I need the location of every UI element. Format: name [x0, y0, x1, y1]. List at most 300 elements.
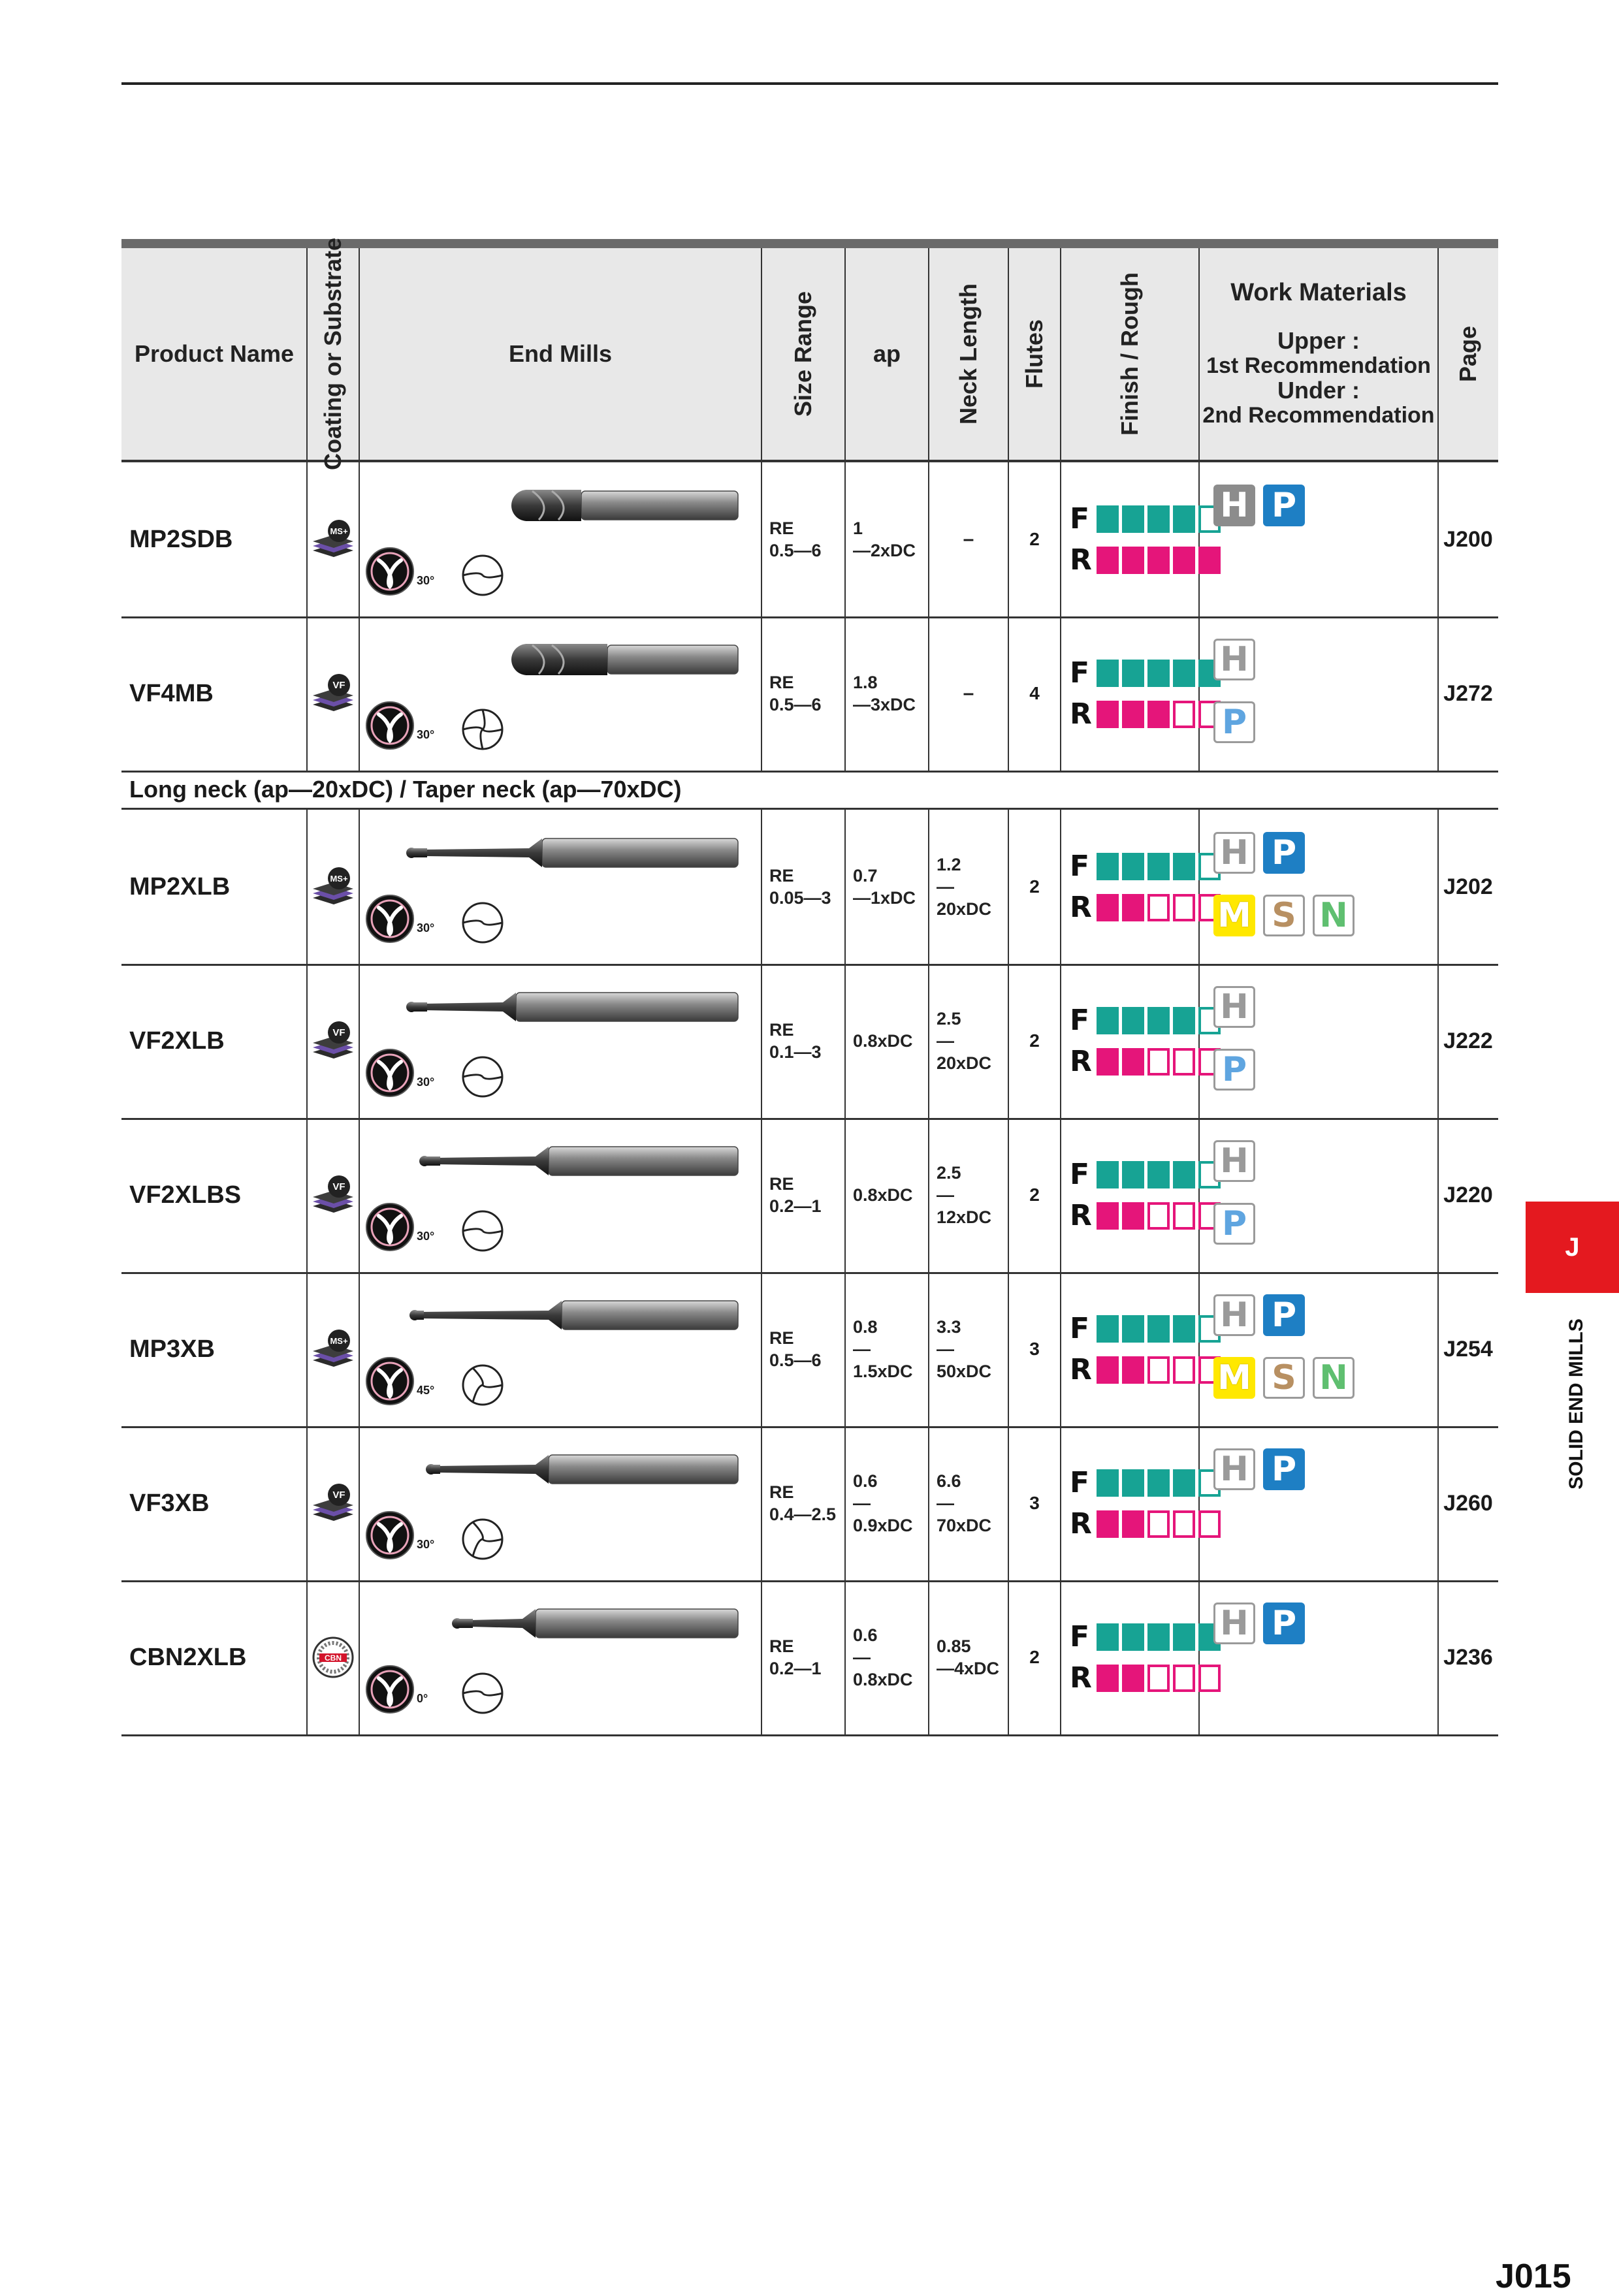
header-flutes-label: Flutes [1021, 319, 1048, 389]
work-materials-cell [1199, 1426, 1438, 1580]
table-row [121, 810, 1498, 966]
header-column-divider [1008, 248, 1009, 460]
helix-angle-value: 30° [417, 1076, 435, 1089]
rating-block [1097, 894, 1119, 921]
size-range-type: RE [769, 1482, 794, 1502]
size-range-value: 0.2—1 [769, 1196, 822, 1216]
material-p-icon: P [1263, 832, 1305, 874]
ap-value [853, 462, 929, 616]
flute-cross-section [457, 1514, 508, 1568]
work-materials-upper [1213, 1448, 1305, 1490]
rating-block [1147, 853, 1170, 880]
rating-block [1097, 701, 1119, 728]
work-materials-lower [1213, 701, 1255, 743]
end-mill-tool-image [385, 1443, 751, 1495]
rating-block [1097, 1315, 1119, 1343]
end-mill-tool-image [385, 1289, 751, 1341]
rating-block [1122, 547, 1144, 574]
header-column-divider [359, 248, 360, 460]
coating-badge-label: MS+ [330, 874, 348, 884]
material-h-icon: H [1213, 1602, 1255, 1644]
neck-length-line-1: 1.2 [937, 855, 961, 874]
material-n-icon: N [1313, 895, 1355, 936]
material-p-icon: P [1213, 1203, 1255, 1245]
table-row [121, 462, 1498, 618]
header-product-name: Product Name [134, 340, 295, 367]
finish-rough-cell [1061, 810, 1199, 964]
ap-line-1: 0.8xDC [853, 1031, 913, 1051]
product-name[interactable]: VF3XB [129, 1489, 210, 1517]
rating-block [1173, 1510, 1195, 1538]
rating-block [1147, 1623, 1170, 1651]
header-end-mills: End Mills [508, 340, 612, 367]
product-name[interactable]: MP2SDB [129, 525, 233, 553]
end-mill-image-wrap [385, 1597, 751, 1653]
material-s-icon: S [1263, 1357, 1305, 1399]
flute-count: 2 [1029, 1185, 1040, 1205]
end-mill-cell [359, 462, 761, 616]
rough-letter: R [1070, 1199, 1092, 1232]
header-column-divider [306, 248, 308, 460]
flute-cross-section-icon [457, 1360, 508, 1411]
table-row [121, 1580, 1498, 1736]
coating-cell [307, 1118, 359, 1272]
material-h-icon: H [1213, 1448, 1255, 1490]
end-mill-image-wrap [385, 827, 751, 882]
end-mill-tool-image [385, 827, 751, 879]
rough-letter: R [1070, 1507, 1092, 1540]
material-p-icon: P [1263, 1294, 1305, 1336]
catalog-page-link[interactable]: J202 [1443, 874, 1493, 899]
top-rule [121, 82, 1498, 85]
header-coating-label: Coating or Substrate [319, 237, 346, 471]
finish-rating [1070, 1004, 1221, 1037]
coating-layers-icon [310, 1480, 356, 1526]
work-materials-upper [1213, 832, 1305, 874]
neck-length-line-2: —70xDC [937, 1493, 992, 1535]
flute-cross-section [457, 1051, 508, 1106]
coating-badge-label: CBN [325, 1653, 342, 1663]
rating-block [1173, 1665, 1195, 1692]
flute-count: 2 [1029, 1030, 1040, 1051]
ap-line-1: 1.8 [853, 673, 878, 692]
header-size-range-label: Size Range [790, 291, 816, 417]
end-mill-image-wrap [385, 633, 751, 689]
table-row [121, 1426, 1498, 1582]
flute-count: 2 [1029, 529, 1040, 549]
finish-rough-ratings [1061, 1312, 1221, 1386]
rough-letter: R [1070, 891, 1092, 924]
flute-cross-section [457, 1205, 508, 1260]
catalog-page-link[interactable]: J220 [1443, 1182, 1493, 1207]
neck-length: – [963, 528, 974, 550]
rating-block [1147, 547, 1170, 574]
header-under: Under : [1277, 377, 1360, 404]
finish-rough-cell [1061, 616, 1199, 771]
ap-value [853, 616, 929, 771]
neck-length [937, 810, 1008, 964]
rough-rating [1070, 1353, 1221, 1386]
helix-gamma-icon [364, 1356, 415, 1407]
catalog-page-link[interactable]: J272 [1443, 680, 1493, 706]
end-mill-image-wrap [385, 1135, 751, 1190]
rating-block [1097, 1202, 1119, 1230]
material-n-icon: N [1313, 1357, 1355, 1399]
section-tab[interactable]: J [1526, 1202, 1619, 1293]
table-row [121, 1272, 1498, 1428]
finish-rough-ratings [1061, 1158, 1221, 1232]
coating-badge-label: VF [332, 1027, 345, 1038]
rating-block [1097, 1623, 1119, 1651]
coating-cell [307, 462, 359, 616]
header-finish-rough-label: Finish / Rough [1116, 272, 1143, 436]
finish-rough-cell [1061, 1580, 1199, 1734]
coating-layers-icon [310, 864, 356, 910]
end-mill-cell [359, 616, 761, 771]
header-coating [307, 237, 359, 471]
size-range-type: RE [769, 866, 794, 885]
header-ap: ap [873, 340, 901, 367]
table-row [121, 964, 1498, 1120]
size-range [769, 1118, 845, 1272]
finish-rating [1070, 1466, 1221, 1499]
rating-block [1097, 853, 1119, 880]
helix-gamma-icon [364, 893, 415, 944]
size-range-value: 0.5—6 [769, 541, 822, 560]
size-range-value: 0.5—6 [769, 1350, 822, 1370]
rating-block [1122, 1510, 1144, 1538]
neck-length-line-2: —12xDC [937, 1185, 992, 1227]
helix-angle-badge [364, 893, 434, 944]
helix-angle-badge [364, 1356, 434, 1407]
coating-badge-label: VF [332, 1181, 345, 1192]
material-p-icon: P [1213, 701, 1255, 743]
rating-block [1122, 1161, 1144, 1188]
neck-length-line-2: —50xDC [937, 1339, 992, 1381]
product-name[interactable]: MP3XB [129, 1335, 215, 1363]
coating-cell [307, 616, 359, 771]
header-finish-rough [1061, 248, 1199, 460]
header-size-range [761, 248, 845, 460]
finish-rating [1070, 1312, 1221, 1345]
flute-count: 2 [1029, 1647, 1040, 1667]
ap-line-2: —1xDC [853, 888, 916, 908]
work-materials-upper [1213, 485, 1305, 526]
helix-angle-value: 0° [417, 1692, 428, 1705]
rating-block [1147, 1007, 1170, 1034]
neck-length [937, 1118, 1008, 1272]
finish-rough-ratings [1061, 1466, 1221, 1540]
finish-rough-cell [1061, 462, 1199, 616]
size-range-value: 0.2—1 [769, 1659, 822, 1678]
material-p-icon: P [1263, 1602, 1305, 1644]
finish-letter: F [1070, 1158, 1090, 1191]
finish-rough-ratings [1061, 1620, 1221, 1695]
helix-gamma-icon [364, 546, 415, 597]
flute-cross-section [457, 550, 508, 604]
finish-rough-cell [1061, 1272, 1199, 1426]
ap-line-1: 1 [853, 518, 863, 538]
work-materials-cell [1199, 1118, 1438, 1272]
work-materials-cell [1199, 1580, 1438, 1734]
rating-block [1097, 1356, 1119, 1384]
work-materials-upper [1213, 1602, 1305, 1644]
size-range-value: 0.1—3 [769, 1042, 822, 1062]
rating-block [1173, 1202, 1195, 1230]
catalog-page-link[interactable]: J222 [1443, 1028, 1493, 1053]
neck-length [937, 1272, 1008, 1426]
ap-value [853, 1118, 929, 1272]
size-range-value: 0.05—3 [769, 888, 831, 908]
rating-block [1122, 1356, 1144, 1384]
material-p-icon: P [1263, 1448, 1305, 1490]
end-mill-image-wrap [385, 1443, 751, 1499]
size-range-type: RE [769, 518, 794, 538]
ap-line-1: 0.8 [853, 1317, 878, 1337]
rating-block [1122, 1315, 1144, 1343]
end-mill-tool-image [385, 1597, 751, 1650]
work-materials-upper [1213, 986, 1255, 1028]
ap-line-2: —2xDC [853, 541, 916, 560]
rough-rating [1070, 1199, 1221, 1232]
product-name[interactable]: VF2XLB [129, 1027, 225, 1055]
finish-rating [1070, 502, 1221, 535]
flute-count: 3 [1029, 1339, 1040, 1359]
end-mill-image-wrap [385, 1289, 751, 1345]
rough-letter: R [1070, 1045, 1092, 1078]
neck-length-line-2: —20xDC [937, 877, 992, 919]
header-upper: Upper : [1277, 327, 1360, 354]
product-name[interactable]: VF2XLBS [129, 1181, 242, 1209]
product-name[interactable]: VF4MB [129, 679, 214, 707]
finish-letter: F [1070, 850, 1090, 883]
finish-rough-ratings [1061, 502, 1221, 577]
ap-value [853, 1426, 929, 1580]
ap-line-2: —0.9xDC [853, 1493, 913, 1535]
rating-block [1122, 701, 1144, 728]
ap-value [853, 1580, 929, 1734]
ap-line-1: 0.6 [853, 1625, 878, 1645]
helix-angle-value: 45° [417, 1384, 435, 1397]
ap-value [853, 810, 929, 964]
product-name[interactable]: MP2XLB [129, 872, 231, 901]
rating-block [1122, 1007, 1144, 1034]
rating-block [1097, 1048, 1119, 1076]
end-mill-image-wrap [385, 479, 751, 535]
rating-block [1122, 853, 1144, 880]
work-materials-cell [1199, 1272, 1438, 1426]
flute-cross-section-icon [457, 550, 508, 601]
rating-block [1147, 1469, 1170, 1497]
flute-cross-section [457, 1360, 508, 1414]
end-mill-cell [359, 810, 761, 964]
rating-block [1097, 1510, 1119, 1538]
rating-block [1147, 1315, 1170, 1343]
finish-rough-ratings [1061, 1004, 1221, 1078]
ap-line-1: 0.6 [853, 1471, 878, 1491]
coating-cell [307, 964, 359, 1118]
finish-letter: F [1070, 656, 1090, 690]
finish-rating [1070, 1158, 1221, 1191]
rating-block [1173, 1356, 1195, 1384]
rating-block [1122, 505, 1144, 533]
material-p-icon: P [1213, 1049, 1255, 1091]
size-range-type: RE [769, 1020, 794, 1040]
rating-block [1122, 1623, 1144, 1651]
header-page [1438, 248, 1498, 460]
coating-layers-icon [310, 1172, 356, 1218]
flute-cross-section-icon [457, 1668, 508, 1719]
finish-rough-cell [1061, 1426, 1199, 1580]
rating-block [1122, 660, 1144, 687]
rating-block [1147, 505, 1170, 533]
helix-angle-value: 30° [417, 1230, 435, 1243]
flute-cross-section-icon [457, 704, 508, 755]
catalog-page-link[interactable]: J200 [1443, 526, 1493, 552]
rough-letter: R [1070, 1661, 1092, 1695]
material-h-icon: H [1213, 639, 1255, 680]
table-header [121, 237, 1498, 471]
end-mill-cell [359, 964, 761, 1118]
material-p-icon: P [1263, 485, 1305, 526]
finish-rough-ratings [1061, 850, 1221, 924]
size-range [769, 964, 845, 1118]
work-materials-cell [1199, 964, 1438, 1118]
coating-cell [307, 810, 359, 964]
helix-angle-badge [364, 546, 434, 597]
material-h-icon: H [1213, 1140, 1255, 1182]
work-materials-lower [1213, 1203, 1255, 1245]
end-mill-image-wrap [385, 981, 751, 1036]
header-column-divider [844, 248, 846, 460]
flute-cross-section-icon [457, 1051, 508, 1102]
rating-block [1147, 1510, 1170, 1538]
finish-rough-ratings [1061, 656, 1221, 731]
page-number: J015 [1496, 2257, 1571, 2295]
header-page-label: Page [1454, 325, 1481, 383]
ap-line-2: —3xDC [853, 695, 916, 714]
size-range-value: 0.4—2.5 [769, 1505, 837, 1524]
rating-block [1147, 701, 1170, 728]
flute-cross-section-icon [457, 1514, 508, 1565]
helix-gamma-icon [364, 1510, 415, 1561]
rating-block [1097, 1161, 1119, 1188]
helix-angle-badge [364, 1510, 434, 1561]
header-neck-length-label: Neck Length [955, 283, 982, 425]
material-m-icon: M [1213, 1357, 1255, 1399]
material-s-icon: S [1263, 895, 1305, 936]
work-materials-cell [1199, 462, 1438, 616]
rating-block [1122, 1665, 1144, 1692]
size-range [769, 616, 845, 771]
helix-angle-value: 30° [417, 921, 435, 934]
helix-angle-badge [364, 1202, 434, 1252]
catalog-page-link[interactable]: J260 [1443, 1490, 1493, 1516]
rating-block [1173, 1048, 1195, 1076]
rating-block [1097, 547, 1119, 574]
size-range [769, 1272, 845, 1426]
finish-letter: F [1070, 502, 1090, 535]
rating-block [1122, 1202, 1144, 1230]
material-h-icon: H [1213, 986, 1255, 1028]
finish-letter: F [1070, 1004, 1090, 1037]
rating-block [1147, 1161, 1170, 1188]
flute-cross-section-icon [457, 897, 508, 948]
table-row [121, 616, 1498, 773]
rating-block [1097, 1469, 1119, 1497]
work-materials-lower [1213, 895, 1355, 936]
helix-angle-value: 30° [417, 1538, 435, 1551]
size-range-type: RE [769, 673, 794, 692]
neck-length-line-1: 0.85 [937, 1636, 971, 1656]
finish-rating [1070, 656, 1221, 690]
size-range-type: RE [769, 1174, 794, 1194]
size-range [769, 1426, 845, 1580]
work-materials-upper [1213, 1294, 1305, 1336]
rating-block [1173, 547, 1195, 574]
cbn-substrate-icon [310, 1634, 356, 1680]
helix-angle-badge [364, 1664, 428, 1715]
section-label-text: SOLID END MILLS [1565, 1318, 1587, 1490]
rating-block [1173, 1161, 1195, 1188]
end-mill-cell [359, 1272, 761, 1426]
rating-block [1097, 660, 1119, 687]
end-mill-cell [359, 1426, 761, 1580]
helix-angle-value: 30° [417, 728, 435, 741]
work-materials-lower [1213, 1357, 1355, 1399]
rating-block [1097, 1665, 1119, 1692]
rating-block [1173, 1007, 1195, 1034]
rating-block [1097, 505, 1119, 533]
ap-line-2: —0.8xDC [853, 1648, 913, 1689]
catalog-page-link[interactable]: J236 [1443, 1644, 1493, 1670]
flute-cross-section [457, 1668, 508, 1722]
helix-gamma-icon [364, 1664, 415, 1715]
rating-block [1173, 701, 1195, 728]
flute-count: 2 [1029, 876, 1040, 897]
rough-rating [1070, 1661, 1221, 1695]
coating-badge-label: MS+ [330, 1336, 348, 1346]
coating-cell [307, 1580, 359, 1734]
ap-value [853, 964, 929, 1118]
ap-line-1: 0.8xDC [853, 1185, 913, 1205]
ap-line-1: 0.7 [853, 866, 878, 885]
rating-block [1147, 1665, 1170, 1692]
end-mill-tool-image [385, 981, 751, 1033]
rough-letter: R [1070, 543, 1092, 577]
rating-block [1173, 505, 1195, 533]
header-under-desc: 2nd Recommendation [1202, 403, 1435, 428]
neck-length: – [963, 682, 974, 704]
catalog-page-link[interactable]: J254 [1443, 1336, 1493, 1362]
size-range-type: RE [769, 1636, 794, 1656]
work-materials-upper [1213, 1140, 1255, 1182]
coating-layers-icon [310, 1326, 356, 1372]
finish-letter: F [1070, 1466, 1090, 1499]
coating-layers-icon [310, 1018, 356, 1064]
header-column-divider [761, 248, 762, 460]
coating-cell [307, 1272, 359, 1426]
flute-cross-section [457, 897, 508, 951]
product-name[interactable]: CBN2XLB [129, 1643, 247, 1671]
finish-letter: F [1070, 1620, 1090, 1653]
neck-length [937, 1580, 1008, 1734]
material-h-icon: H [1213, 485, 1255, 526]
table-row [121, 1118, 1498, 1274]
helix-gamma-icon [364, 700, 415, 751]
section-long-neck-label: Long neck (ap—20xDC) / Taper neck (ap—70xDC) [121, 771, 1498, 810]
header-column-divider [928, 248, 929, 460]
